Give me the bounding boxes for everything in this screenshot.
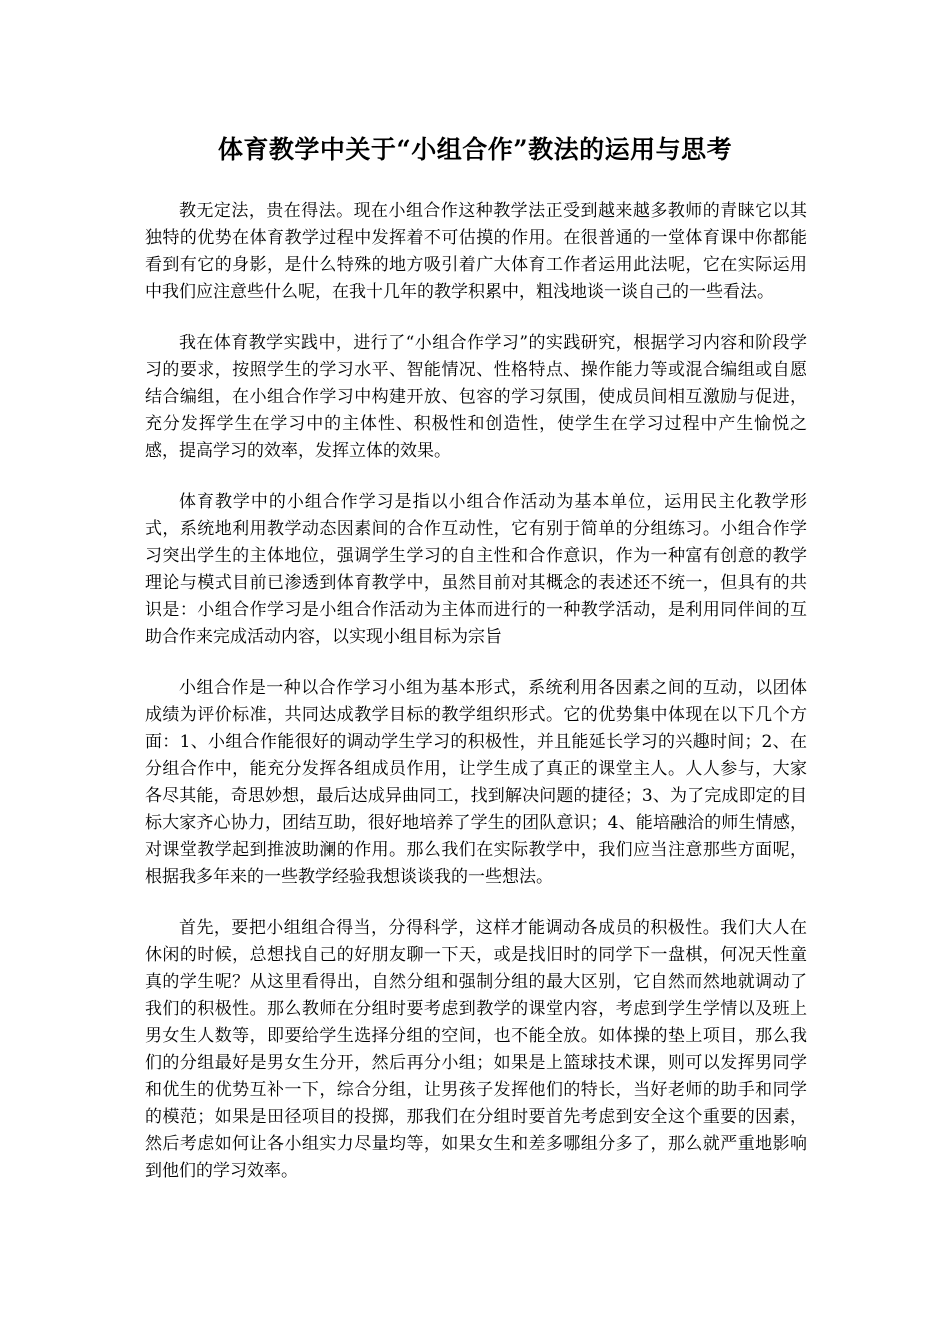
paragraph-3: 体育教学中的小组合作学习是指以小组合作活动为基本单位，运用民主化教学形式，系统地利用教学动态因素间的合作互动性，它有别于简单的分组练习。小组合作学习突出学生的主体地位，强调学生学习的自主性和合作意识，作为一种富有创意的教学理论与模式目前已渗透到体育教学中，虽然目前对其概念的表述还不统一，但具有的共识是：小组合作学习是小组合作活动为主体而进行的一种教学活动，是利用同伴间的互助合作来完成活动内容，以实现小组目标为宗旨 <box>145 492 807 647</box>
paragraph-2: 我在体育教学实践中，进行了“小组合作学习”的实践研究，根据学习内容和阶段学习的要求，按照学生的学习水平、智能情况、性格特点、操作能力等或混合编组或自愿结合编组，在小组合作学习中构建开放、包容的学习氛围，使成员间相互激励与促进，充分发挥学生在学习中的主体性、积极性和创造性，使学生在学习过程中产生愉悦之感，提高学习的效率，发挥立体的效果。 <box>145 333 807 461</box>
paragraph-5: 首先，要把小组组合得当，分得科学，这样才能调动各成员的积极性。我们大人在休闲的时候，总想找自己的好朋友聊一下天，或是找旧时的同学下一盘棋，何况天性童真的学生呢？从这里看得出，自然分组和强制分组的最大区别，它自然而然地就调动了我们的积极性。那么教师在分组时要考虑到教学的课堂内容，考虑到学生学情以及班上男女生人数等，即要给学生选择分组的空间，也不能全放。如体操的垫上项目，那么我们的分组最好是男女生分开，然后再分小组；如果是上篮球技术课，则可以发挥男同学和优生的优势互补一下，综合分组，让男孩子发挥他们的特长，当好老师的助手和同学的模范；如果是田径项目的投掷，那我们在分组时要首先考虑到安全这个重要的因素，然后考虑如何让各小组实力尽量均等，如果女生和差多哪组分多了，那么就严重地影响到他们的学习效率。 <box>145 918 807 1181</box>
document-body <box>145 198 807 1209</box>
document-title: 体育教学中关于“小组合作”教法的运用与思考 <box>217 135 733 164</box>
paragraph-1: 教无定法，贵在得法。现在小组合作这种教学法正受到越来越多教师的青睐它以其独特的优势在体育教学过程中发挥着不可估摸的作用。在很普通的一堂体育课中你都能看到有它的身影，是什么特殊的地方吸引着广大体育工作者运用此法呢，它在实际运用中我们应注意些什么呢，在我十几年的教学积累中，粗浅地谈一谈自己的一些看法。 <box>145 201 807 302</box>
paragraph-4: 小组合作是一种以合作学习小组为基本形式，系统利用各因素之间的互动，以团体成绩为评价标准，共同达成教学目标的教学组织形式。它的优势集中体现在以下几个方面：1、小组合作能很好的调动学生学习的积极性，并且能延长学习的兴趣时间；2、在分组合作中，能充分发挥各组成员作用，让学生成了真正的课堂主人。人人参与，大家各尽其能，奇思妙想，最后达成异曲同工，找到解决问题的捷径；3、为了完成即定的目标大家齐心协力，团结互助，很好地培养了学生的团队意识；4、能培融洽的师生情感，对课堂教学起到推波助澜的作用。那么我们在实际教学中，我们应当注意那些方面呢，根据我多年来的一些教学经验我想谈谈我的一些想法。 <box>145 678 807 887</box>
